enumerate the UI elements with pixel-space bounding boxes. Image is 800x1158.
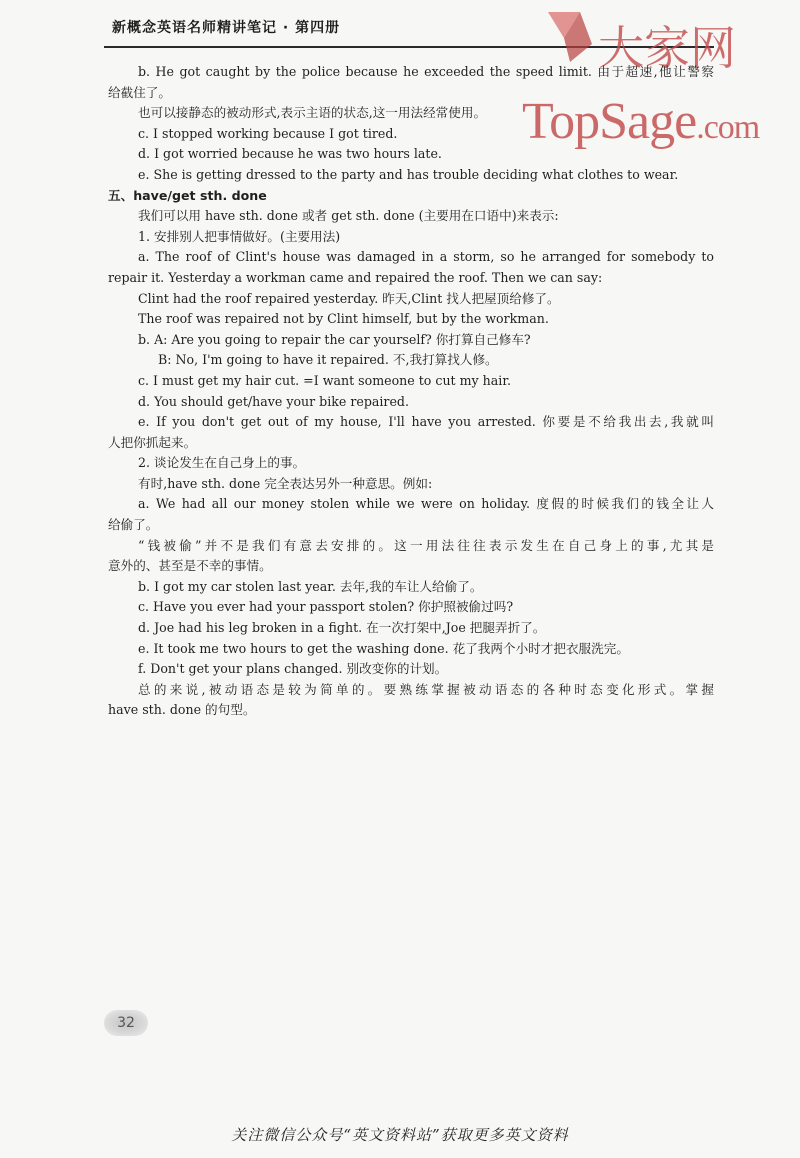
text-line: f. Don't get your plans changed. 别改变你的计划。 bbox=[138, 661, 448, 677]
text-line: d. You should get/have your bike repaired. bbox=[138, 393, 409, 409]
text-line: Clint had the roof repaired yesterday. 昨天,Clint 找人把屋顶给修了。 bbox=[138, 290, 560, 306]
text-line: b. He got caught by the police because he exceeded the speed limit. 由于超速,他让警察 bbox=[138, 64, 714, 79]
text-line: 我们可以用 have sth. done 或者 get sth. done (主要用在口语中)来表示: bbox=[138, 208, 559, 224]
text-line: d. I got worried because he was two hours late. bbox=[138, 146, 442, 162]
text-line: b. I got my car stolen last year. 去年,我的车让人给偷了。 bbox=[138, 578, 483, 594]
text-line: c. Have you ever had your passport stolen? 你护照被偷过吗? bbox=[138, 599, 514, 615]
text-line: 人把你抓起来。 bbox=[108, 434, 197, 450]
text-line: e. It took me two hours to get the washing done. 花了我两个小时才把衣服洗完。 bbox=[138, 640, 629, 656]
text-line: b. A: Are you going to repair the car yourself? 你打算自己修车? bbox=[138, 331, 531, 347]
text-line: 给偷了。 bbox=[108, 517, 159, 533]
text-line: 总的来说,被动语态是较为简单的。要熟练掌握被动语态的各种时态变化形式。掌握 bbox=[138, 681, 714, 697]
text-line: 1. 安排别人把事情做好。(主要用法) bbox=[138, 228, 341, 244]
text-line: a. We had all our money stolen while we were on holiday. 度假的时候我们的钱全让人 bbox=[138, 496, 714, 512]
text-line: c. I must get my hair cut. =I want someone to cut my hair. bbox=[138, 372, 511, 388]
text-line: 给截住了。 bbox=[108, 84, 171, 100]
text-line: c. I stopped working because I got tired. bbox=[138, 125, 398, 141]
section-heading: 五、have/get sth. done bbox=[108, 187, 267, 203]
text-line: repair it. Yesterday a workman came and repaired the roof. Then we can say: bbox=[108, 269, 603, 285]
text-line: have sth. done 的句型。 bbox=[108, 702, 256, 718]
text-line: 意外的、甚至是不幸的事情。 bbox=[108, 558, 272, 574]
running-header: 新概念英语名师精讲笔记 · 第四册 bbox=[112, 20, 341, 36]
text-line: d. Joe had his leg broken in a fight. 在一次打架中,Joe 把腿弄折了。 bbox=[138, 620, 546, 636]
text-line: The roof was repaired not by Clint himself, but by the workman. bbox=[138, 311, 549, 327]
watermark-site-name: TopSage bbox=[522, 93, 697, 150]
text-line: a. The roof of Clint's house was damaged in a storm, so he arranged for somebody to bbox=[138, 249, 714, 265]
text-line: e. She is getting dressed to the party and has trouble deciding what clothes to wear. bbox=[138, 166, 679, 182]
text-line: e. If you don't get out of my house, I'll have you arrested. 你要是不给我出去,我就叫 bbox=[138, 414, 714, 430]
text-line: “钱被偷”并不是我们有意去安排的。这一用法往往表示发生在自己身上的事,尤其是 bbox=[138, 537, 714, 553]
page-body bbox=[108, 62, 714, 721]
text-line: B: No, I'm going to have it repaired. 不,我打算找人修。 bbox=[158, 352, 498, 368]
watermark-site-tld: .com bbox=[696, 109, 760, 146]
page-number-badge: 32 bbox=[104, 1010, 148, 1036]
footer-note: 关注微信公众号“英文资料站”获取更多英文资料 bbox=[231, 1126, 569, 1144]
text-line: 有时,have sth. done 完全表达另外一种意思。例如: bbox=[138, 475, 433, 491]
watermark-logo-text: 大家网 bbox=[598, 21, 736, 75]
text-line: 也可以接静态的被动形式,表示主语的状态,这一用法经常使用。 bbox=[138, 105, 487, 121]
text-line: 2. 谈论发生在自己身上的事。 bbox=[138, 455, 306, 471]
